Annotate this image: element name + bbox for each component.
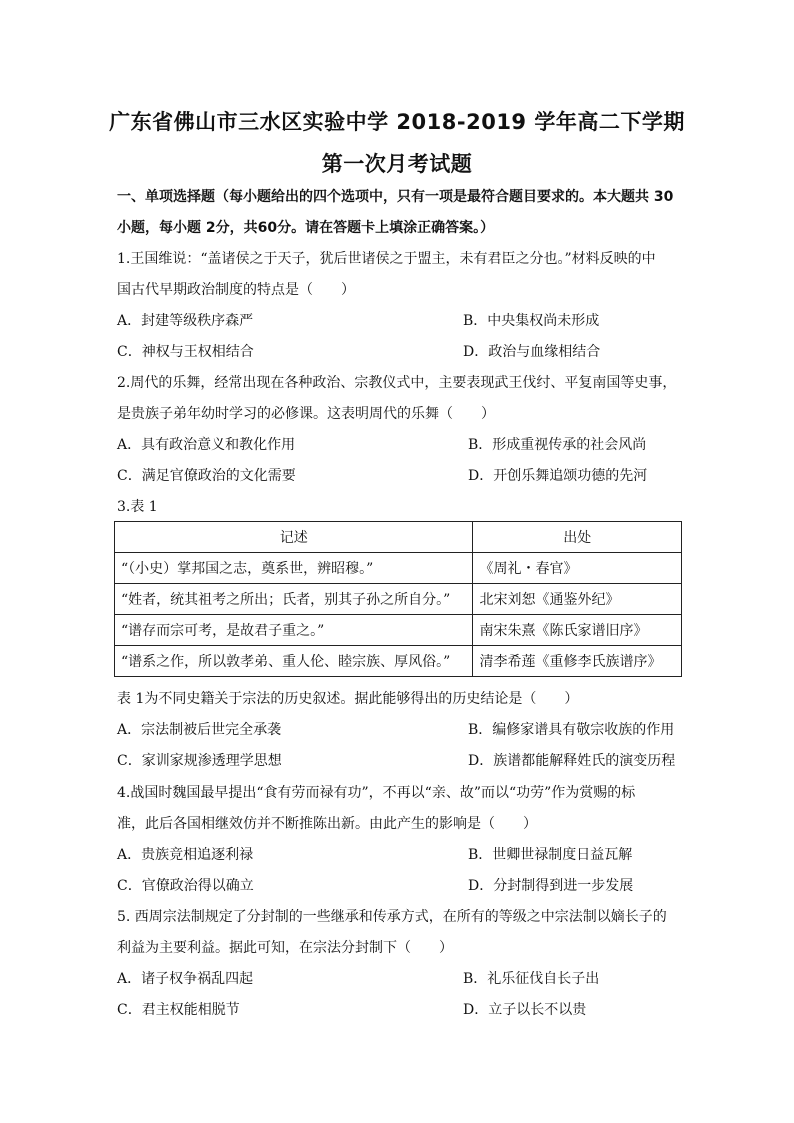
section-instructions-line-2: 小题，每小题 2分，共60分。请在答题卡上填涂正确答案。） [117, 220, 495, 236]
table-header-source: 出处 [473, 522, 682, 553]
exam-title-line-1: 广东省佛山市三水区实验中学 2018-2019 学年高二下学期 [109, 110, 685, 134]
question-2-option-a: A．具有政治意义和教化作用 [117, 437, 296, 453]
table-header-record: 记述 [115, 522, 473, 553]
question-1-option-b: B．中央集权尚未形成 [463, 313, 600, 329]
question-2-text-line-2: 是贵族子弟年幼时学习的必修课。这表明周代的乐舞（ ） [117, 406, 495, 422]
question-3-option-a: A．宗法制被后世完全承袭 [117, 722, 282, 738]
question-1-option-a: A．封建等级秩序森严 [117, 313, 254, 329]
table-row [115, 553, 682, 584]
table-cell-record: “（小史）掌邦国之志，奠系世，辨昭穆。” [115, 553, 473, 584]
question-1-option-c: C．神权与王权相结合 [117, 344, 254, 360]
question-4-option-a: A．贵族竞相追逐利禄 [117, 847, 254, 863]
question-5-text-line-1: 5. 西周宗法制规定了分封制的一些继承和传承方式，在所有的等级之中宗法制以嫡长子的 [117, 909, 667, 925]
question-4-option-c: C．官僚政治得以确立 [117, 878, 254, 894]
question-1-text-line-1: 1.王国维说：“盖诸侯之于天子，犹后世诸侯之于盟主，未有君臣之分也。”材料反映的中 [117, 251, 656, 267]
table-cell-record: “谱系之作，所以敦孝弟、重人伦、睦宗族、厚风俗。” [115, 646, 473, 677]
table-cell-source: 北宋刘恕《通鉴外纪》 [473, 584, 682, 615]
question-3-option-b: B．编修家谱具有敬宗收族的作用 [468, 722, 675, 738]
question-3-option-d: D．族谱都能解释姓氏的演变历程 [468, 753, 676, 769]
question-5-option-c: C．君主权能相脱节 [117, 1002, 240, 1018]
question-2-option-d: D．开创乐舞追颂功德的先河 [468, 468, 648, 484]
exam-title-line-2: 第一次月考试题 [321, 152, 473, 176]
question-4-text-line-1: 4.战国时魏国最早提出“食有劳而禄有功”，不再以“亲、故”而以“功劳”作为赏赐的标 [117, 785, 636, 801]
question-3-option-c: C．家训家规渗透理学思想 [117, 753, 282, 769]
question-5-option-a: A．诸子权争祸乱四起 [117, 971, 254, 987]
table-cell-record: “谱存而宗可考，是故君子重之。” [115, 615, 473, 646]
question-2-option-c: C．满足官僚政治的文化需要 [117, 468, 296, 484]
question-4-text-line-2: 准，此后各国相继效仿并不断推陈出新。由此产生的影响是（ ） [117, 816, 537, 832]
question-3-table [114, 521, 682, 677]
table-row [115, 646, 682, 677]
question-3-prompt: 表 1为不同史籍关于宗法的历史叙述。据此能够得出的历史结论是（ ） [117, 691, 579, 707]
table-row [115, 615, 682, 646]
question-2-text-line-1: 2.周代的乐舞，经常出现在各种政治、宗教仪式中，主要表现武王伐纣、平复南国等史事， [117, 375, 677, 391]
section-instructions-line-1: 一、单项选择题（每小题给出的四个选项中，只有一项是最符合题目要求的。本大题共 30 [117, 189, 674, 205]
question-3-text-line-1: 3.表 1 [117, 499, 158, 515]
table-cell-record: “姓者，统其祖考之所出；氏者，别其子孙之所自分。” [115, 584, 473, 615]
table-cell-source: 清李希莲《重修李氏族谱序》 [473, 646, 682, 677]
table-row [115, 584, 682, 615]
question-1-text-line-2: 国古代早期政治制度的特点是（ ） [117, 282, 355, 298]
question-4-option-d: D．分封制得到进一步发展 [468, 878, 634, 894]
question-5-text-line-2: 利益为主要利益。据此可知，在宗法分封制下（ ） [117, 940, 453, 956]
table-cell-source: 《周礼・春官》 [473, 553, 682, 584]
question-5-option-b: B．礼乐征伐自长子出 [463, 971, 600, 987]
table-header-row [115, 522, 682, 553]
question-4-option-b: B．世卿世禄制度日益瓦解 [468, 847, 633, 863]
table-cell-source: 南宋朱熹《陈氏家谱旧序》 [473, 615, 682, 646]
question-1-option-d: D．政治与血缘相结合 [463, 344, 601, 360]
question-2-option-b: B．形成重视传承的社会风尚 [468, 437, 647, 453]
question-5-option-d: D．立子以长不以贵 [463, 1002, 587, 1018]
